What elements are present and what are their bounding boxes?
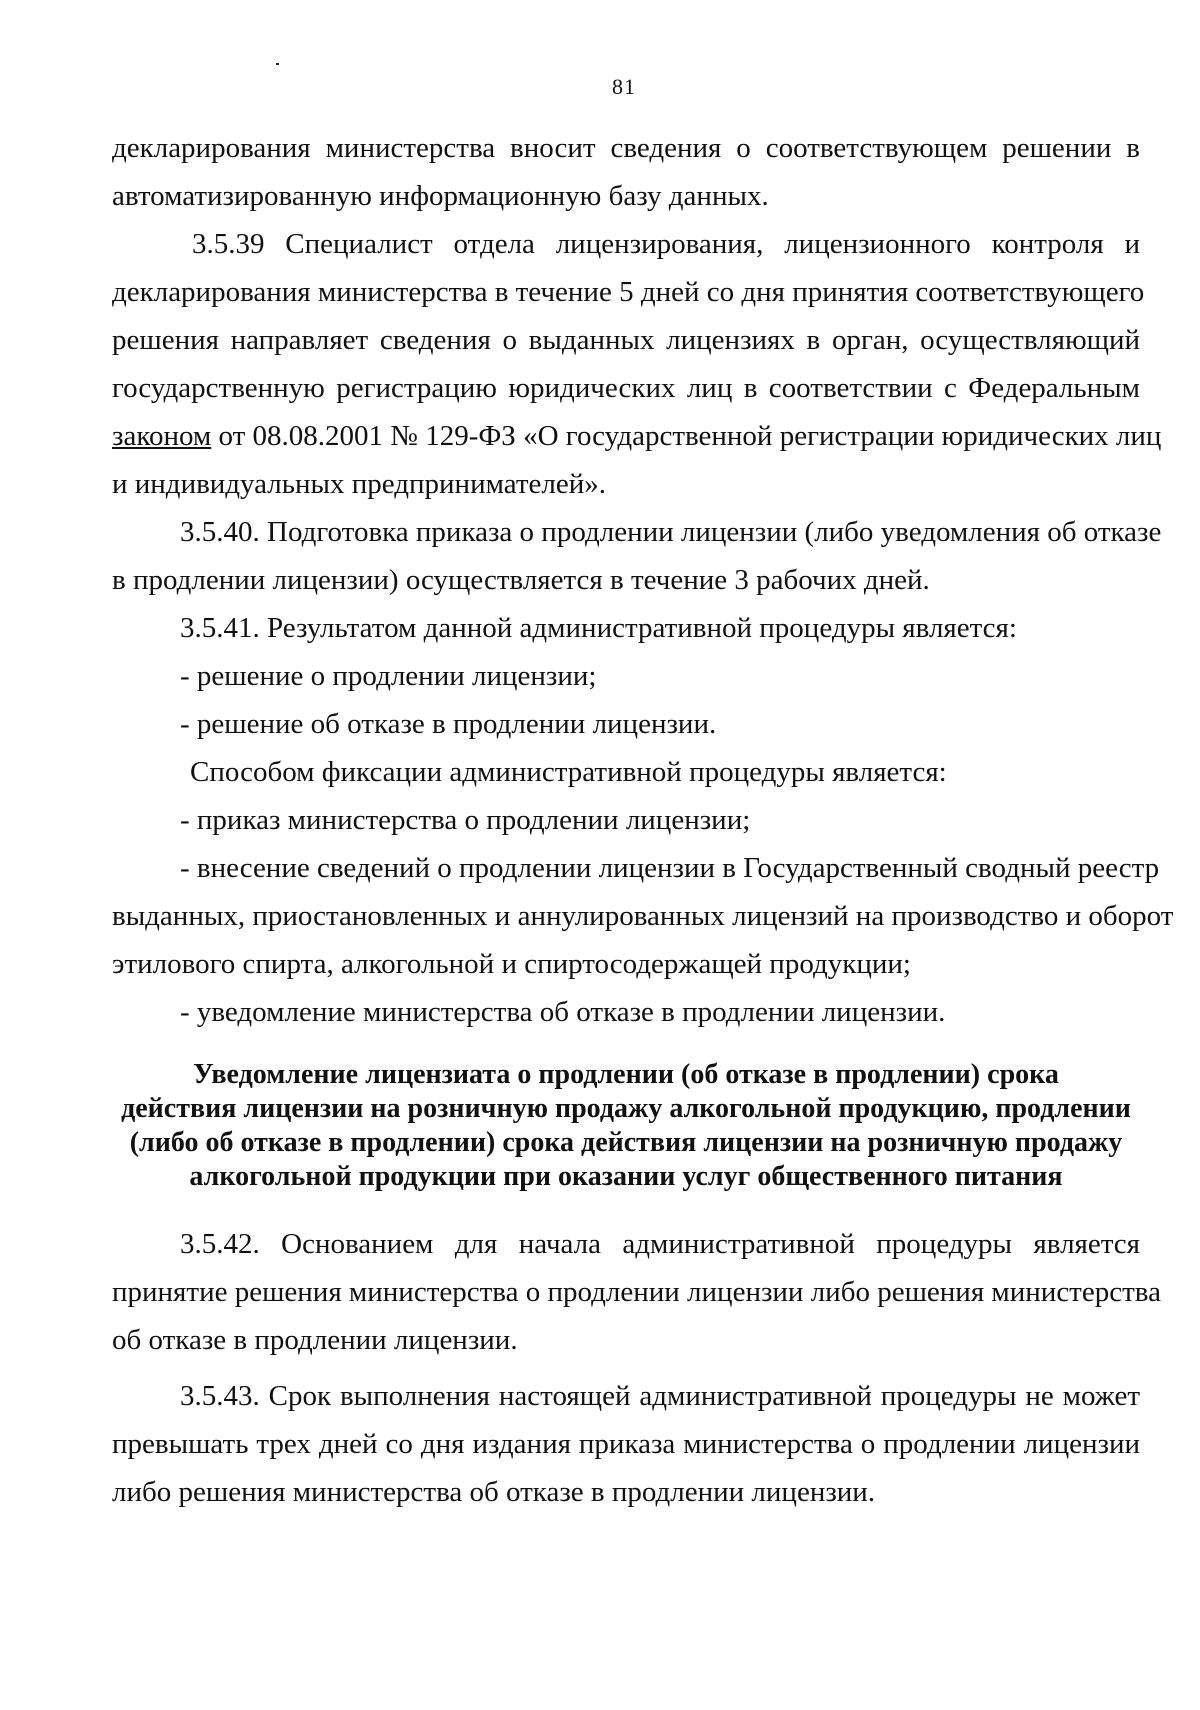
document-body-continued — [112, 1220, 1161, 1516]
paragraph-3-5-42 — [112, 1220, 1161, 1364]
text-line: либо решения министерства об отказе в продлении лицензии. — [112, 1476, 876, 1508]
heading-line: действия лицензии на розничную продажу алкогольной продукцию, продлении — [121, 1093, 1131, 1124]
list-item — [112, 988, 1140, 1036]
heading-line: Уведомление лицензиата о продлении (об отказе в продлении) срока — [193, 1059, 1059, 1090]
scan-speck — [276, 63, 279, 65]
paragraph-fixation — [112, 748, 1140, 796]
text-line: декларирования министерства вносит сведения о соответствующем решении в — [112, 132, 1140, 164]
text-line — [112, 412, 1162, 460]
page-number: 81 — [612, 74, 636, 99]
heading-line: (либо об отказе в продлении) срока действия лицензии на розничную продажу — [129, 1127, 1123, 1158]
text-line: 3.5.39 Специалист отдела лицензирования, лицензионного контроля и — [192, 228, 1140, 260]
text-line: - решение об отказе в продлении лицензии. — [180, 708, 717, 740]
paragraph-3-5-41 — [112, 604, 1140, 652]
text-line: - внесение сведений о продлении лицензии в Государственный сводный реестр — [180, 852, 1160, 884]
text-fragment: от 08.08.2001 № 129-ФЗ «О государственной регистрации юридических лиц — [211, 420, 1162, 452]
list-item — [112, 796, 1140, 844]
text-line: 3.5.42. Основанием для начала административной процедуры является — [180, 1228, 1140, 1260]
paragraph-3-5-40 — [112, 508, 1162, 604]
text-line: в продлении лицензии) осуществляется в течение 3 рабочих дней. — [112, 564, 930, 596]
paragraph-3-5-39 — [112, 220, 1162, 508]
text-line: превышать трех дней со дня издания приказа министерства о продлении лицензии — [112, 1428, 1140, 1460]
text-line: 3.5.40. Подготовка приказа о продлении лицензии (либо уведомления об отказе — [180, 516, 1162, 548]
law-link[interactable]: законом — [112, 420, 212, 452]
list-item — [112, 844, 1174, 988]
text-line: решения направляет сведения о выданных лицензиях в орган, осуществляющий — [112, 324, 1140, 356]
text-line: выданных, приостановленных и аннулированных лицензий на производство и оборот — [112, 900, 1174, 932]
text-line: Способом фиксации административной процедуры является: — [190, 756, 947, 788]
text-line: - решение о продлении лицензии; — [180, 660, 597, 692]
text-line: 3.5.41. Результатом данной административной процедуры является: — [180, 612, 1017, 644]
text-line: государственную регистрацию юридических лиц в соответствии с Федеральным — [112, 372, 1140, 404]
text-line: декларирования министерства в течение 5 дней со дня принятия соответствующего — [112, 276, 1145, 308]
text-line: автоматизированную информационную базу данных. — [112, 180, 769, 212]
text-line: об отказе в продлении лицензии. — [112, 1324, 518, 1356]
text-line: этилового спирта, алкогольной и спиртосодержащей продукции; — [112, 948, 911, 980]
heading-line: алкогольной продукции при оказании услуг общественного питания — [189, 1161, 1063, 1192]
text-line: - приказ министерства о продлении лицензии; — [180, 804, 751, 836]
paragraph-continuation — [112, 124, 1140, 220]
list-item — [112, 700, 1140, 748]
text-line: принятие решения министерства о продлении лицензии либо решения министерства — [112, 1276, 1161, 1308]
text-line: и индивидуальных предпринимателей». — [112, 468, 607, 500]
list-item — [112, 652, 1140, 700]
text-line: - уведомление министерства об отказе в продлении лицензии. — [180, 996, 946, 1028]
paragraph-3-5-43 — [112, 1372, 1140, 1516]
text-line: 3.5.43. Срок выполнения настоящей административной процедуры не может — [180, 1380, 1140, 1412]
document-body — [112, 124, 1174, 1036]
section-heading — [108, 1058, 1144, 1194]
